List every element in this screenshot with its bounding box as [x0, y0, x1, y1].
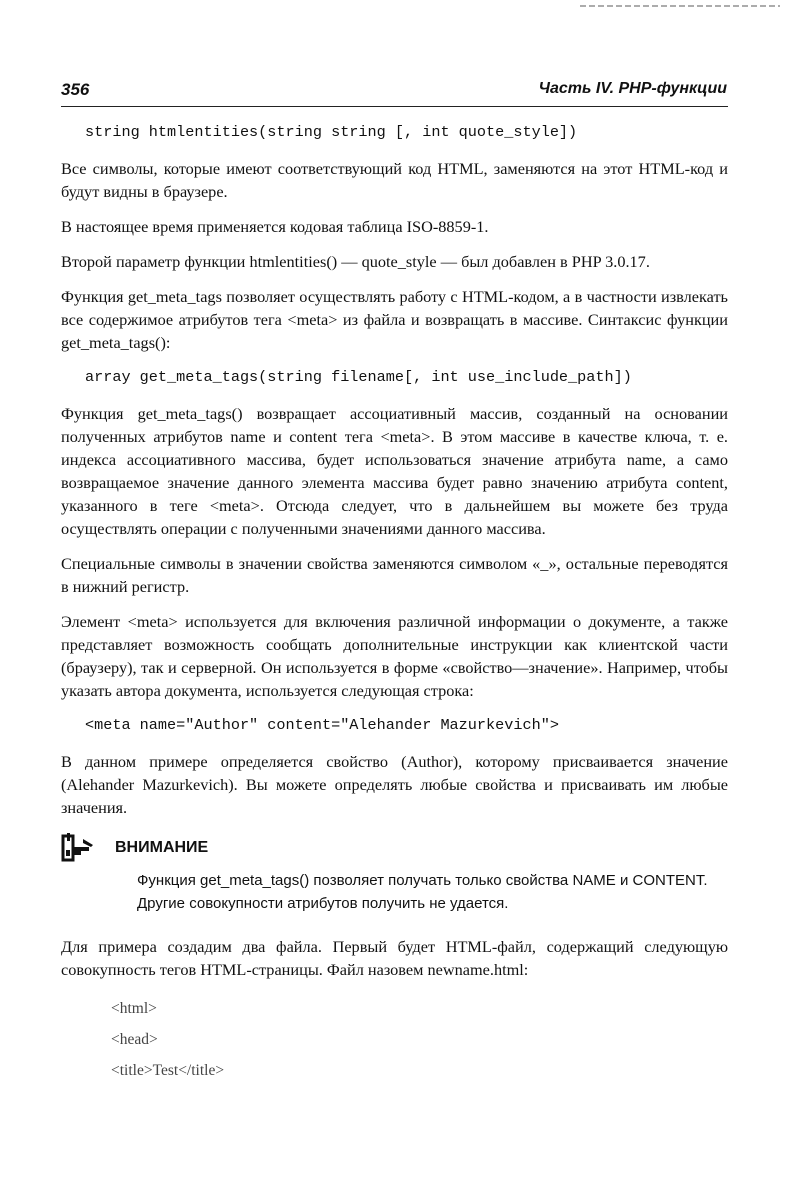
code-htmlentities-signature: string htmlentities(string string [, int quote_style]): [85, 123, 578, 141]
code-get-meta-tags-signature: array get_meta_tags(string filename[, int use_include_path]): [85, 368, 632, 386]
code-html-listing: <html> <head> <title>Test</title>: [111, 1000, 225, 1079]
paragraph: Для примера создадим два файла. Первый будет HTML-файл, содержащий следующую совокупность тегов HTML-страницы. Файл назовем newname.html:: [61, 937, 728, 979]
note-title: ВНИМАНИЕ: [115, 839, 209, 856]
paragraph: В настоящее время применяется кодовая таблица ISO-8859-1.: [61, 217, 489, 236]
paragraph: В данном примере определяется свойство (Author), которому присваивается значение (Alehander Mazurkevich). Вы можете определять любые свойства и присваивать им любые значения.: [61, 752, 728, 817]
paragraph: Функция get_meta_tags позволяет осуществлять работу с HTML-кодом, а в частности извлекать все содержимое атрибутов тега <meta> из файла и возвращать в массиве. Синтаксис функции get_meta_tags():: [61, 287, 728, 352]
page-content: [61, 121, 728, 1100]
page-number: 356: [61, 80, 90, 99]
hand-pointer-icon: [61, 833, 101, 863]
paragraph: Все символы, которые имеют соответствующий код HTML, заменяются на этот HTML-код и будут видны в браузере.: [61, 159, 728, 201]
paragraph: Специальные символы в значении свойства заменяются символом «_», остальные переводятся в нижний регистр.: [61, 554, 728, 596]
paragraph: Второй параметр функции htmlentities() — quote_style — был добавлен в PHP 3.0.17.: [61, 252, 650, 271]
header-divider: [61, 106, 728, 107]
paragraph: Элемент <meta> используется для включения различной информации о документе, а также представляет возможность сообщать дополнительные инструкции как клиентской части (браузеру), так и серверной. Он используется в форме «свойство—значение». Например, чтобы указать автора документа, используется следующая строка:: [61, 612, 728, 700]
code-meta-example: <meta name="Author" content="Alehander Mazurkevich">: [85, 716, 559, 734]
section-title: Часть IV. PHP-функции: [538, 80, 727, 97]
paragraph: Функция get_meta_tags() возвращает ассоциативный массив, созданный на основании полученных атрибутов name и content тега <meta>. В этом массиве в качестве ключа, т. е. индекса ассоциативного массива, будет использоваться значение атрибута name, а само возвращаемое значение данного элемента массива будет равно значению атрибута content, указанного в теге <meta>. Отсюда следует, что в дальнейшем вы можете без труда осуществлять операции с полученными значениями данного массива.: [61, 404, 728, 538]
scan-artifact-line: [580, 5, 780, 7]
warning-note: [61, 833, 728, 915]
note-body: Функция get_meta_tags() позволяет получать только свойства NAME и CONTENT. Другие совокупности атрибутов получить не удается.: [137, 872, 708, 912]
